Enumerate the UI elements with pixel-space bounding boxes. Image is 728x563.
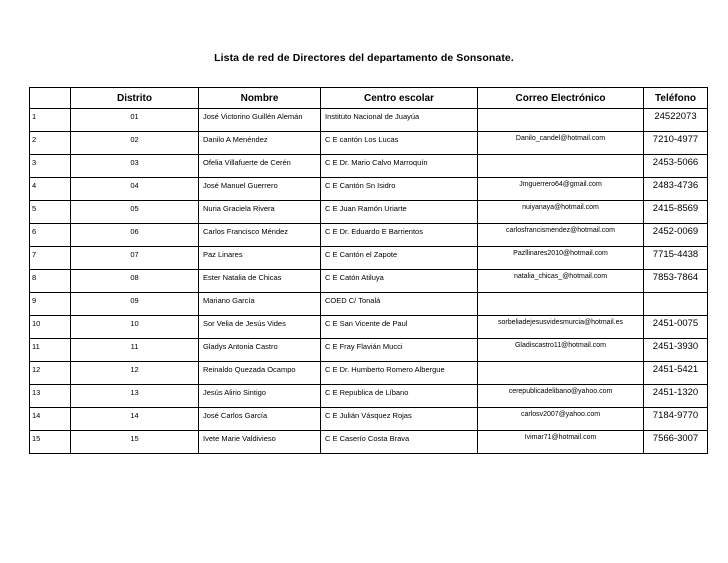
cell-correo: Jmguerrero64@gmail.com bbox=[478, 178, 644, 201]
cell-correo bbox=[478, 109, 644, 132]
table-row bbox=[30, 316, 708, 339]
cell-centro-escolar: C E Juan Ramón Uriarte bbox=[321, 201, 478, 224]
cell-telefono: 2453-5066 bbox=[644, 155, 708, 178]
row-number: 10 bbox=[30, 316, 71, 339]
row-number: 4 bbox=[30, 178, 71, 201]
cell-nombre: José Manuel Guerrero bbox=[199, 178, 321, 201]
table-row bbox=[30, 201, 708, 224]
cell-correo: Danilo_candel@hotmail.com bbox=[478, 132, 644, 155]
cell-distrito: 11 bbox=[71, 339, 199, 362]
header-centro-escolar: Centro escolar bbox=[321, 88, 478, 109]
cell-distrito: 07 bbox=[71, 247, 199, 270]
cell-correo: Pazllinares2010@hotmail.com bbox=[478, 247, 644, 270]
cell-distrito: 06 bbox=[71, 224, 199, 247]
cell-telefono: 2451-3930 bbox=[644, 339, 708, 362]
cell-telefono: 7210-4977 bbox=[644, 132, 708, 155]
cell-centro-escolar: C E Dr. Humberto Romero Albergue bbox=[321, 362, 478, 385]
cell-telefono: 7184-9770 bbox=[644, 408, 708, 431]
cell-distrito: 01 bbox=[71, 109, 199, 132]
cell-telefono: 2452-0069 bbox=[644, 224, 708, 247]
cell-telefono: 7715-4438 bbox=[644, 247, 708, 270]
cell-centro-escolar: C E Catón Atiluya bbox=[321, 270, 478, 293]
cell-correo: Ivimar71@hotmail.com bbox=[478, 431, 644, 454]
cell-correo: nuiyanaya@hotmail.com bbox=[478, 201, 644, 224]
cell-centro-escolar: C E Republica de Líbano bbox=[321, 385, 478, 408]
row-number: 1 bbox=[30, 109, 71, 132]
cell-correo bbox=[478, 155, 644, 178]
cell-telefono: 2451-5421 bbox=[644, 362, 708, 385]
cell-correo: sorbeliadejesusvidesmurcia@hotmail.es bbox=[478, 316, 644, 339]
cell-distrito: 04 bbox=[71, 178, 199, 201]
cell-correo: carlosfrancismendez@hotmail.com bbox=[478, 224, 644, 247]
table-body bbox=[30, 109, 708, 454]
cell-telefono: 24522073 bbox=[644, 109, 708, 132]
row-number: 5 bbox=[30, 201, 71, 224]
header-index bbox=[30, 88, 71, 109]
cell-telefono bbox=[644, 293, 708, 316]
table-row bbox=[30, 270, 708, 293]
cell-distrito: 14 bbox=[71, 408, 199, 431]
cell-centro-escolar: C E Caserío Costa Brava bbox=[321, 431, 478, 454]
cell-nombre: Paz Linares bbox=[199, 247, 321, 270]
cell-telefono: 2415-8569 bbox=[644, 201, 708, 224]
row-number: 14 bbox=[30, 408, 71, 431]
cell-distrito: 13 bbox=[71, 385, 199, 408]
cell-nombre: Sor Velia de Jesús Vides bbox=[199, 316, 321, 339]
table-row bbox=[30, 109, 708, 132]
row-number: 6 bbox=[30, 224, 71, 247]
header-telefono: Teléfono bbox=[644, 88, 708, 109]
cell-telefono: 2483-4736 bbox=[644, 178, 708, 201]
row-number: 15 bbox=[30, 431, 71, 454]
cell-nombre: Gladys Antonia Castro bbox=[199, 339, 321, 362]
cell-centro-escolar: Instituto Nacional de Juayúa bbox=[321, 109, 478, 132]
cell-nombre: Nuria Graciela Rivera bbox=[199, 201, 321, 224]
row-number: 13 bbox=[30, 385, 71, 408]
cell-distrito: 10 bbox=[71, 316, 199, 339]
cell-distrito: 03 bbox=[71, 155, 199, 178]
row-number: 2 bbox=[30, 132, 71, 155]
cell-telefono: 2451-1320 bbox=[644, 385, 708, 408]
cell-correo bbox=[478, 293, 644, 316]
table-row bbox=[30, 178, 708, 201]
cell-distrito: 02 bbox=[71, 132, 199, 155]
cell-nombre: Jesús Alirio Sintigo bbox=[199, 385, 321, 408]
table-row bbox=[30, 362, 708, 385]
cell-centro-escolar: C E Dr. Eduardo E Barrientos bbox=[321, 224, 478, 247]
cell-distrito: 09 bbox=[71, 293, 199, 316]
table-row bbox=[30, 155, 708, 178]
cell-distrito: 15 bbox=[71, 431, 199, 454]
table-row bbox=[30, 247, 708, 270]
cell-centro-escolar: C E Cantón el Zapote bbox=[321, 247, 478, 270]
cell-centro-escolar: C E Dr. Mario Calvo Marroquín bbox=[321, 155, 478, 178]
cell-centro-escolar: C E Cantón Sn Isidro bbox=[321, 178, 478, 201]
cell-centro-escolar: C E Fray Flavián Mucci bbox=[321, 339, 478, 362]
table-row bbox=[30, 132, 708, 155]
cell-telefono: 7853-7864 bbox=[644, 270, 708, 293]
cell-nombre: Ester Natalia de Chicas bbox=[199, 270, 321, 293]
header-correo: Correo Electrónico bbox=[478, 88, 644, 109]
table-row bbox=[30, 224, 708, 247]
cell-correo: cerepublicadelibano@yahoo.com bbox=[478, 385, 644, 408]
document-title: Lista de red de Directores del departamento de Sonsonate. bbox=[214, 52, 514, 64]
row-number: 12 bbox=[30, 362, 71, 385]
cell-centro-escolar: C E Julián Vásquez Rojas bbox=[321, 408, 478, 431]
row-number: 8 bbox=[30, 270, 71, 293]
directors-table bbox=[29, 87, 708, 454]
cell-telefono: 7566-3007 bbox=[644, 431, 708, 454]
table-header-row bbox=[30, 88, 708, 109]
table-row bbox=[30, 385, 708, 408]
table-row bbox=[30, 408, 708, 431]
cell-nombre: José Carlos García bbox=[199, 408, 321, 431]
cell-centro-escolar: COED C/ Tonalá bbox=[321, 293, 478, 316]
cell-centro-escolar: C E San Vicente de Paul bbox=[321, 316, 478, 339]
row-number: 3 bbox=[30, 155, 71, 178]
table-row bbox=[30, 431, 708, 454]
cell-centro-escolar: C E cantón Los Lucas bbox=[321, 132, 478, 155]
cell-correo: carlosv2007@yahoo.com bbox=[478, 408, 644, 431]
cell-telefono: 2451-0075 bbox=[644, 316, 708, 339]
header-nombre: Nombre bbox=[199, 88, 321, 109]
cell-nombre: Carlos Francisco Méndez bbox=[199, 224, 321, 247]
cell-nombre: Ivete Marie Valdivieso bbox=[199, 431, 321, 454]
cell-nombre: Reinaldo Quezada Ocampo bbox=[199, 362, 321, 385]
row-number: 7 bbox=[30, 247, 71, 270]
row-number: 11 bbox=[30, 339, 71, 362]
cell-nombre: Mariano García bbox=[199, 293, 321, 316]
cell-distrito: 08 bbox=[71, 270, 199, 293]
row-number: 9 bbox=[30, 293, 71, 316]
cell-distrito: 05 bbox=[71, 201, 199, 224]
table-row bbox=[30, 293, 708, 316]
cell-correo bbox=[478, 362, 644, 385]
cell-distrito: 12 bbox=[71, 362, 199, 385]
cell-correo: natalia_chicas_@hotmail.com bbox=[478, 270, 644, 293]
cell-nombre: Ofelia Villafuerte de Cerén bbox=[199, 155, 321, 178]
table-row bbox=[30, 339, 708, 362]
cell-nombre: José Victorino Guillén Alemán bbox=[199, 109, 321, 132]
cell-nombre: Danilo A Menéndez bbox=[199, 132, 321, 155]
cell-correo: Gladiscastro11@hotmail.com bbox=[478, 339, 644, 362]
header-distrito: Distrito bbox=[71, 88, 199, 109]
